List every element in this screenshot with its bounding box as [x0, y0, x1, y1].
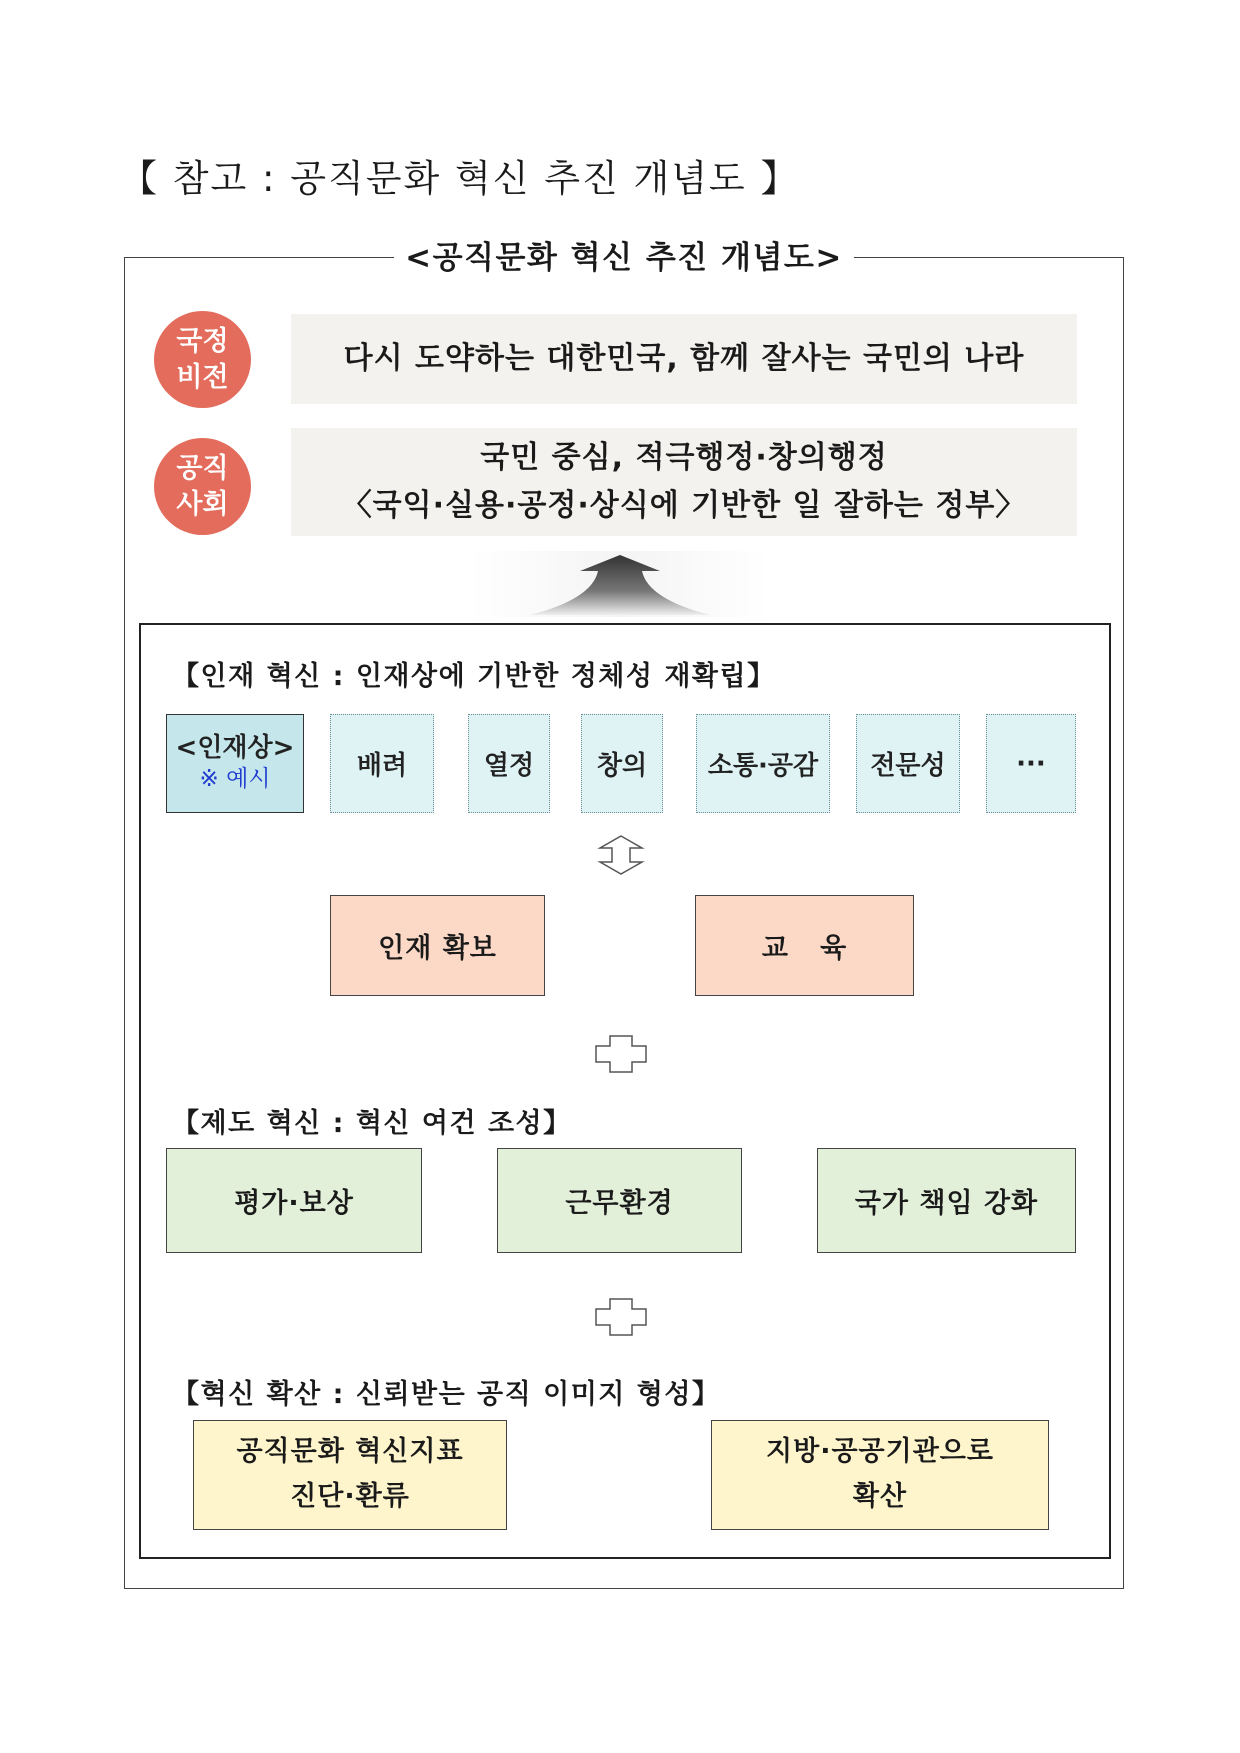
trait-communication: 소통·공감 [696, 714, 830, 813]
vision-banner [291, 314, 1077, 404]
system-section-title: 【제도 혁신 : 혁신 여건 조성】 [172, 1108, 572, 1139]
trait-more: ··· [986, 714, 1076, 813]
expansion-line1: 지방·공공기관으로 [766, 1436, 994, 1468]
trait-creativity: 창의 [581, 714, 663, 813]
public-service-banner [291, 428, 1077, 536]
diagram-title: <공직문화 혁신 추진 개념도> [394, 236, 854, 280]
vision-text: 다시 도약하는 대한민국, 함께 잘사는 국민의 나라 [343, 341, 1025, 376]
evaluation-reward-box: 평가·보상 [166, 1148, 422, 1253]
spread-section-title: 【혁신 확산 : 신뢰받는 공직 이미지 형성】 [172, 1379, 721, 1410]
indicator-box [193, 1420, 507, 1530]
vision-badge [154, 311, 251, 408]
vision-badge-line2: 비전 [176, 361, 229, 393]
expansion-line2: 확산 [852, 1481, 908, 1512]
education-box: 교 육 [695, 895, 914, 996]
national-responsibility-box: 국가 책임 강화 [817, 1148, 1076, 1253]
work-environment-box: 근무환경 [497, 1148, 742, 1253]
vision-badge-line1: 국정 [176, 326, 229, 358]
expansion-box [711, 1420, 1049, 1530]
trait-consideration: 배려 [330, 714, 434, 813]
public-service-badge-line1: 공직 [176, 453, 229, 485]
recruitment-box: 인재 확보 [330, 895, 545, 996]
indicator-line2: 진단·환류 [290, 1481, 410, 1512]
page-heading: 【 참고 : 공직문화 혁신 추진 개념도 】 [120, 157, 800, 200]
talent-ideal-label: <인재상> [175, 732, 295, 763]
plus-connector-icon [594, 1034, 648, 1074]
plus-connector-icon [594, 1297, 648, 1337]
public-service-line2: 〈국익·실용·공정·상식에 기반한 일 잘하는 정부〉 [341, 488, 1027, 523]
talent-ideal-note: ※ 예시 [199, 766, 271, 793]
public-service-line1: 국민 중심, 적극행정·창의행정 [480, 440, 888, 475]
public-service-badge-line2: 사회 [176, 488, 229, 520]
public-service-badge [154, 438, 251, 535]
trait-passion: 열정 [468, 714, 550, 813]
up-arrow-icon [470, 551, 770, 617]
trait-expertise: 전문성 [856, 714, 960, 813]
talent-ideal-box [166, 714, 304, 813]
vertical-double-arrow-icon [596, 834, 646, 876]
talent-section-title: 【인재 혁신 : 인재상에 기반한 정체성 재확립】 [172, 661, 776, 692]
indicator-line1: 공직문화 혁신지표 [236, 1436, 464, 1468]
